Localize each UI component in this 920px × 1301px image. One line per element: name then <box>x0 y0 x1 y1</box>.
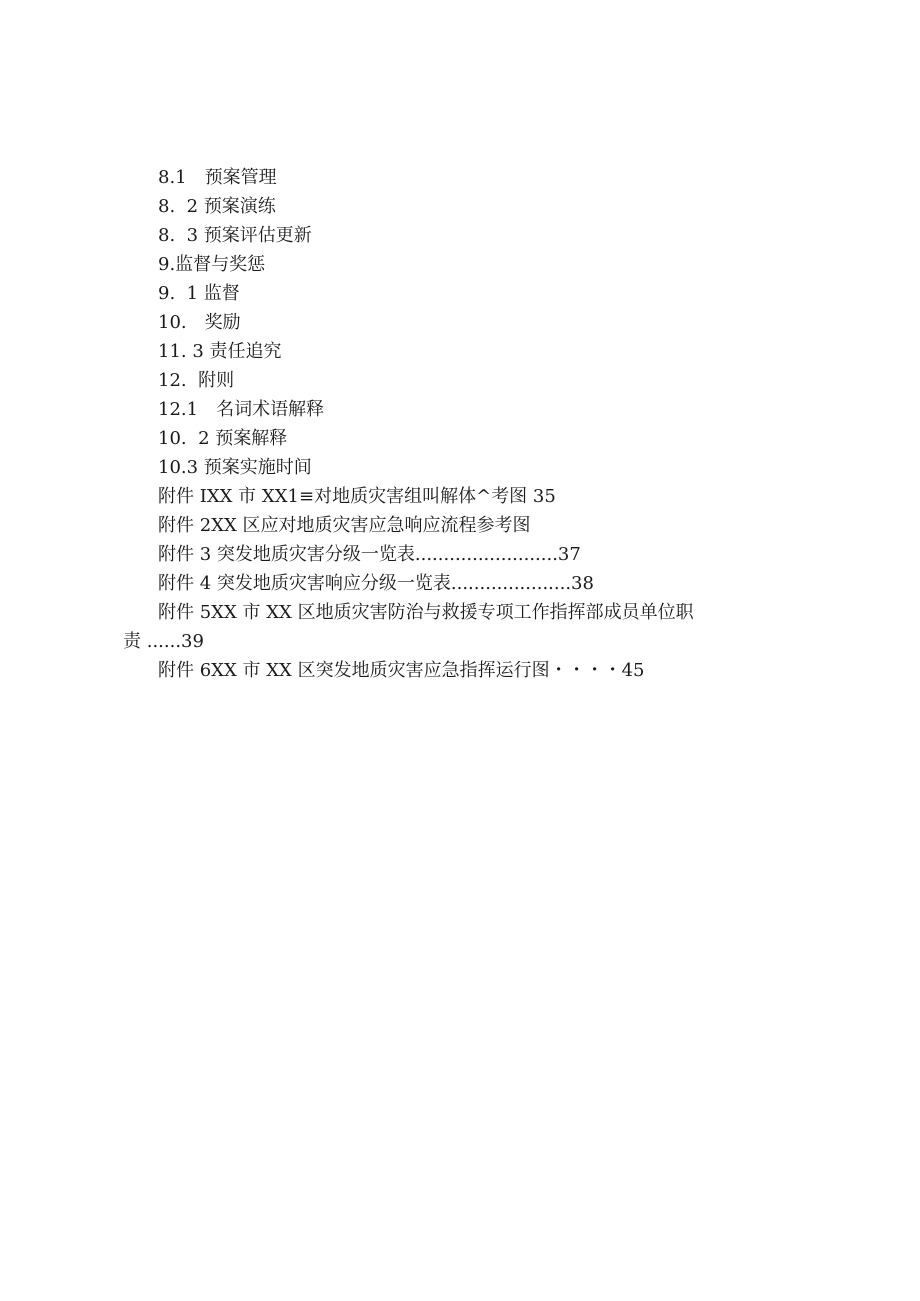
toc-entry-text: 附件 3 突发地质灾害分级一览表.........................37 <box>158 544 581 565</box>
toc-entry-text: 10. 奖励 <box>158 312 241 333</box>
toc-entry-appendix-6[interactable] <box>0 656 920 685</box>
toc-entry-text: 8. 3 预案评估更新 <box>158 225 312 246</box>
toc-entry-10-2[interactable] <box>0 424 920 453</box>
toc-entry-11-3[interactable] <box>0 337 920 366</box>
toc-entry-text: 12. 附则 <box>158 370 235 391</box>
toc-entry-12[interactable] <box>0 366 920 395</box>
toc-entry-text: 11. 3 责任追究 <box>158 341 282 362</box>
toc-entry-text: 10.3 预案实施时间 <box>158 457 312 478</box>
toc-entry-text: 附件 5XX 市 XX 区地质灾害防治与救援专项工作指挥部成员单位职 <box>158 602 694 623</box>
toc-entry-9-1[interactable] <box>0 279 920 308</box>
toc-entry-8-2[interactable] <box>0 192 920 221</box>
toc-entry-text: 9.监督与奖惩 <box>158 254 266 275</box>
toc-entry-appendix-4[interactable] <box>0 569 920 598</box>
toc-entry-appendix-5-continued[interactable] <box>0 627 920 656</box>
table-of-contents <box>0 163 920 685</box>
toc-entry-9[interactable] <box>0 250 920 279</box>
toc-entry-text: 责 ......39 <box>123 631 204 652</box>
toc-entry-12-1[interactable] <box>0 395 920 424</box>
toc-entry-10[interactable] <box>0 308 920 337</box>
toc-entry-text: 附件 2XX 区应对地质灾害应急响应流程参考图 <box>158 515 531 536</box>
toc-entry-appendix-3[interactable] <box>0 540 920 569</box>
toc-entry-text: 9. 1 监督 <box>158 283 240 304</box>
toc-entry-appendix-5[interactable] <box>0 598 920 627</box>
toc-entry-text: 附件 IXX 市 XX1≡对地质灾害组叫解体^考图 35 <box>158 486 556 507</box>
toc-entry-text: 附件 6XX 市 XX 区突发地质灾害应急指挥运行图・・・・45 <box>158 660 645 681</box>
toc-entry-8-3[interactable] <box>0 221 920 250</box>
toc-entry-text: 附件 4 突发地质灾害响应分级一览表.....................38 <box>158 573 594 594</box>
toc-entry-text: 10. 2 预案解释 <box>158 428 288 449</box>
toc-entry-8-1[interactable] <box>0 163 920 192</box>
toc-entry-text: 12.1 名词术语解释 <box>158 399 325 420</box>
toc-entry-appendix-1[interactable] <box>0 482 920 511</box>
toc-entry-10-3[interactable] <box>0 453 920 482</box>
toc-entry-text: 8.1 预案管理 <box>158 167 277 188</box>
toc-entry-text: 8. 2 预案演练 <box>158 196 276 217</box>
toc-entry-appendix-2[interactable] <box>0 511 920 540</box>
